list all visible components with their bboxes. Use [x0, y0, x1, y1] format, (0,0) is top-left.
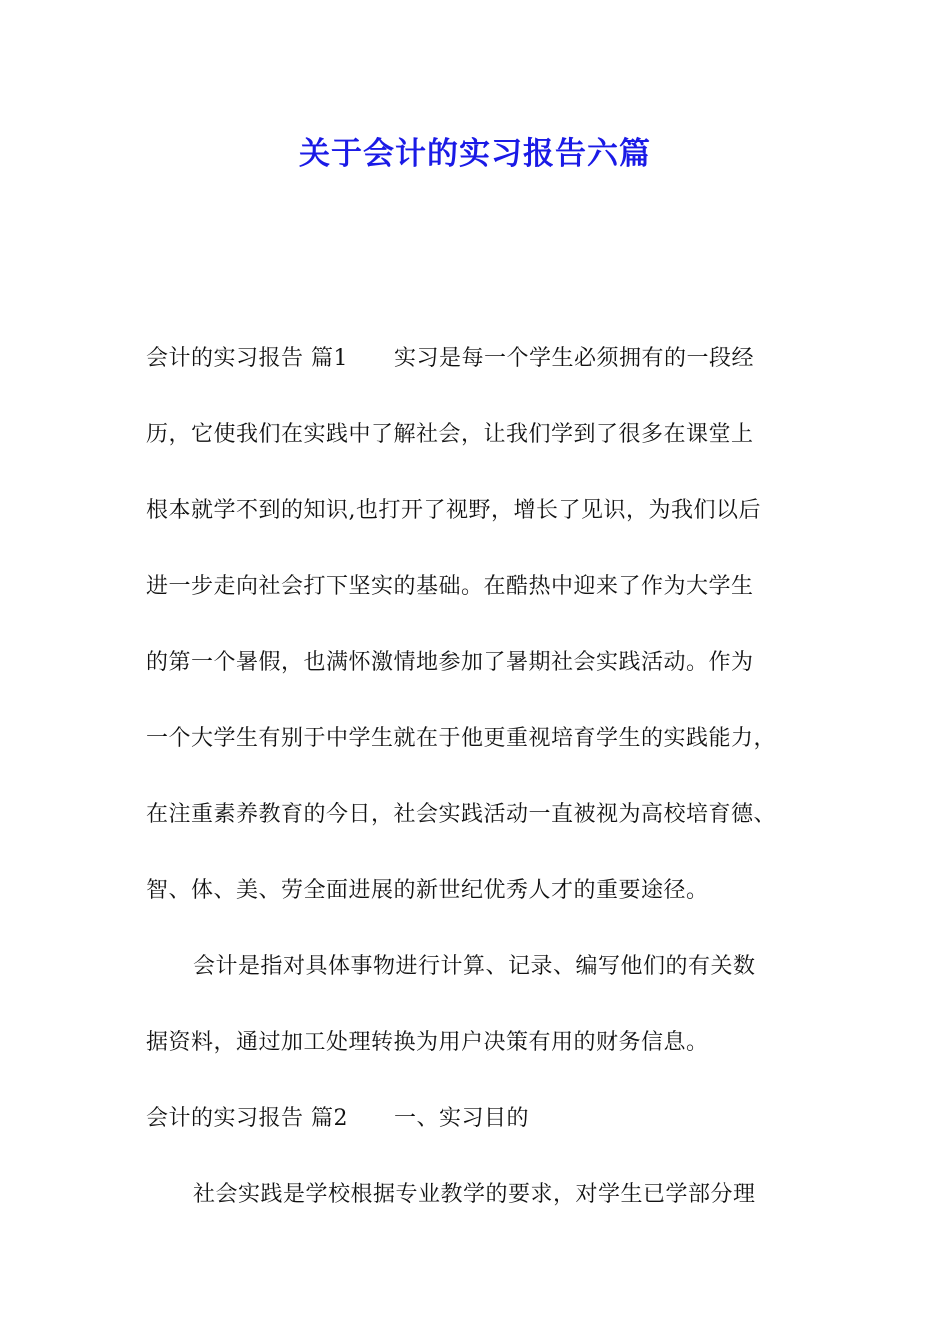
paragraph-line	[146, 1104, 529, 1134]
paragraph-text: 实习是每一个学生必须拥有的一段经	[394, 346, 755, 371]
paragraph-line: 历，它使我们在实践中了解社会，让我们学到了很多在课堂上	[146, 422, 754, 447]
paragraph-line: 社会实践是学校根据专业教学的要求，对学生已学部分理	[193, 1182, 756, 1207]
paragraph-line: 根本就学不到的知识,也打开了视野，增长了见识，为我们以后	[146, 498, 761, 523]
paragraph-line: 一个大学生有别于中学生就在于他更重视培育学生的实践能力，	[146, 726, 777, 751]
paragraph-line: 进一步走向社会打下坚实的基础。在酷热中迎来了作为大学生	[146, 574, 754, 599]
section-heading: 会计的实习报告 篇1	[146, 346, 348, 371]
document-title: 关于会计的实习报告六篇	[299, 136, 651, 172]
paragraph-line: 据资料，通过加工处理转换为用户决策有用的财务信息。	[146, 1030, 709, 1055]
paragraph-line	[146, 344, 754, 374]
paragraph-line: 的第一个暑假，也满怀激情地参加了暑期社会实践活动。作为	[146, 650, 754, 675]
paragraph-line: 在注重素养教育的今日，社会实践活动一直被视为高校培育德、	[146, 802, 777, 827]
paragraph-line: 智、体、美、劳全面进展的新世纪优秀人才的重要途径。	[146, 878, 709, 903]
section-subheading: 一、实习目的	[394, 1106, 530, 1131]
paragraph-line: 会计是指对具体事物进行计算、记录、编写他们的有关数	[193, 954, 756, 979]
section-heading: 会计的实习报告 篇2	[146, 1106, 348, 1131]
